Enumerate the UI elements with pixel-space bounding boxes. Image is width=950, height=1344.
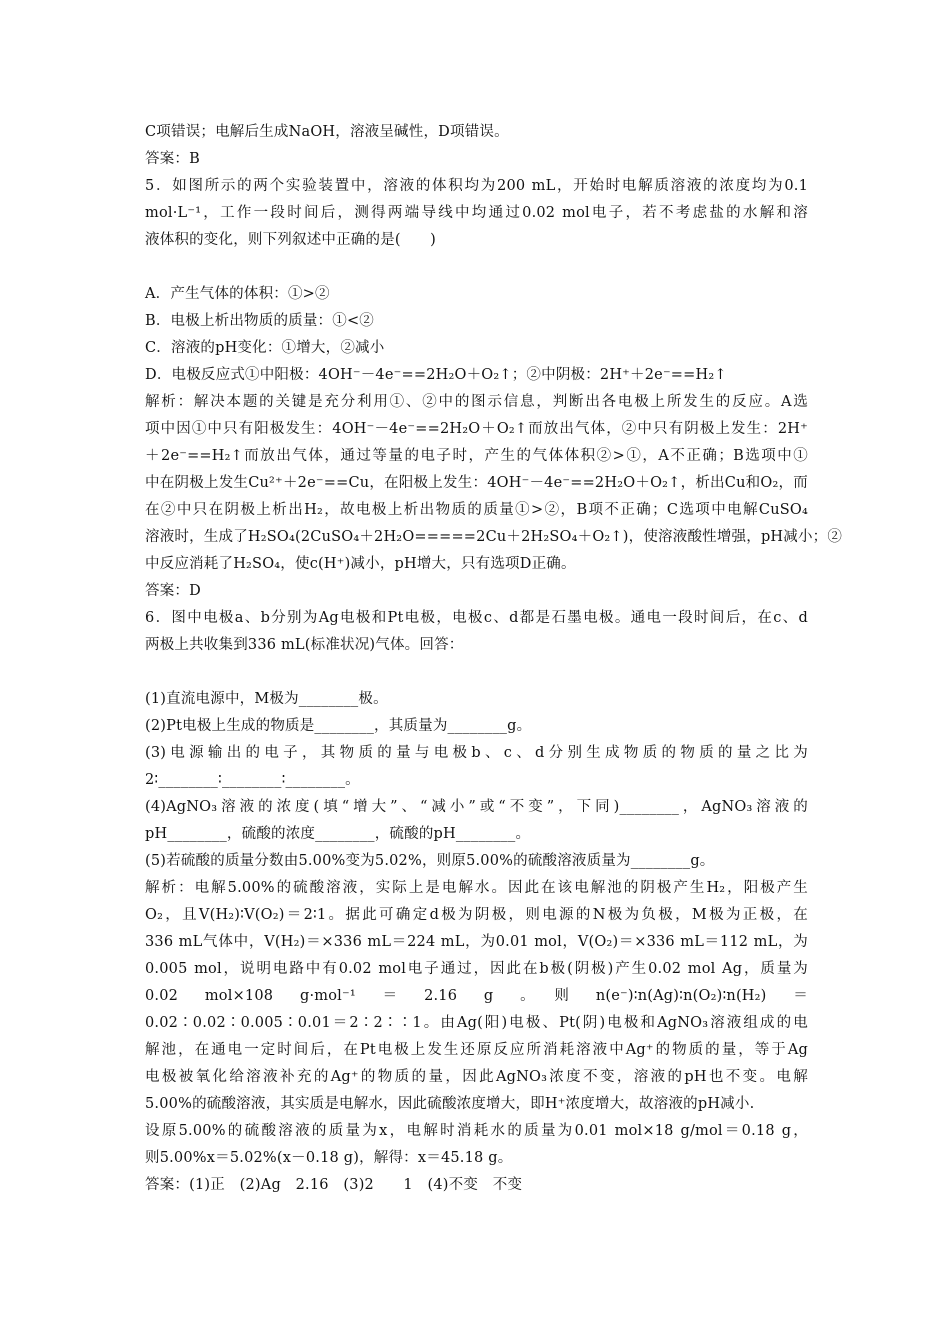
text-line: 答案：B [145, 151, 200, 167]
text-line: (5)若硫酸的质量分数由5.00%变为5.02%，则原5.00%的硫酸溶液质量为________g。 [145, 853, 715, 869]
text-line: mol·L⁻¹，工作一段时间后，测得两端导线中均通过0.02 mol电子，若不考虑盐的水解和溶 [145, 205, 808, 221]
text-line: (2)Pt电极上生成的物质是________，其质量为________g。 [145, 718, 532, 734]
text-line: 5.00%的硫酸溶液，其实质是电解水，因此硫酸浓度增大，即H⁺浓度增大，故溶液的pH减小. [145, 1096, 755, 1112]
text-line: 项中因①中只有阳极发生：4OH⁻－4e⁻==2H₂O＋O₂↑而放出气体，②中只有阴极上发生：2H⁺ [145, 421, 808, 437]
text-line: ＋2e⁻==H₂↑而放出气体，通过等量的电子时，产生的气体体积②>①，A不正确；B选项中① [145, 448, 808, 464]
text-line: 解析：电解5.00%的硫酸溶液，实际上是电解水。因此在该电解池的阴极产生H₂，阳极产生 [145, 880, 808, 896]
text-line: 两极上共收集到336 mL(标准状况)气体。回答： [145, 637, 464, 653]
text-line: (1)直流电源中，M极为________极。 [145, 691, 388, 707]
text-line: 则5.00%x＝5.02%(x－0.18 g)，解得：x＝45.18 g。 [145, 1150, 513, 1166]
text-line: 5．如图所示的两个实验装置中，溶液的体积均为200 mL，开始时电解质溶液的浓度均为0.1 [145, 178, 808, 194]
text-line: C项错误；电解后生成NaOH，溶液呈碱性，D项错误。 [145, 124, 509, 140]
text-line: 0.02∶0.02∶0.005∶0.01＝2∶2∶∶1。由Ag(阳)电极、Pt(阴)电极和AgNO₃溶液组成的电 [145, 1015, 808, 1031]
text-line: O₂，且V(H₂)∶V(O₂)＝2∶1。据此可确定d极为阴极，则电源的N极为负极，M极为正极，在 [145, 907, 808, 923]
text-line: (4)AgNO₃溶液的浓度(填“增大”、“减小”或“不变”，下同)________，AgNO₃溶液的 [145, 799, 808, 815]
text-line: 6．图中电极a、b分别为Ag电极和Pt电极，电极c、d都是石墨电极。通电一段时间后，在c、d [145, 610, 808, 626]
text-line: 中反应消耗了H₂SO₄，使c(H⁺)减小，pH增大，只有选项D正确。 [145, 556, 576, 572]
text-line: 解池，在通电一定时间后，在Pt电极上发生还原反应所消耗溶液中Ag⁺的物质的量，等于Ag [145, 1042, 808, 1058]
text-line: 336 mL气体中，V(H₂)＝×336 mL＝224 mL，为0.01 mol，V(O₂)＝×336 mL＝112 mL，为 [145, 934, 808, 950]
text-line: 中在阴极上发生Cu²⁺＋2e⁻==Cu，在阳极上发生：4OH⁻－4e⁻==2H₂O＋O₂↑，析出Cu和O₂，而 [145, 475, 809, 491]
text-line: (3)电源输出的电子，其物质的量与电极b、c、d分别生成物质的物质的量之比为 [145, 745, 808, 761]
text-line: 答案：(1)正 (2)Ag 2.16 (3)2 1 (4)不变 不变 [145, 1177, 523, 1193]
text-line: 答案：D [145, 583, 201, 599]
text-line: 在②中只在阴极上析出H₂，故电极上析出物质的质量①>②，B项不正确；C选项中电解CuSO₄ [145, 502, 808, 518]
text-line: C．溶液的pH变化：①增大，②减小 [145, 340, 385, 356]
text-line: A．产生气体的体积：①>② [145, 286, 330, 302]
text-line: pH________，硫酸的浓度________，硫酸的pH________。 [145, 826, 531, 842]
text-line: 电极被氧化给溶液补充的Ag⁺的物质的量，因此AgNO₃浓度不变，溶液的pH也不变。电解 [145, 1069, 808, 1085]
text-line: D．电极反应式①中阳极：4OH⁻－4e⁻==2H₂O＋O₂↑；②中阴极：2H⁺＋2e⁻==H₂↑ [145, 367, 727, 383]
text-line: 溶液时，生成了H₂SO₄(2CuSO₄＋2H₂O=====2Cu＋2H₂SO₄＋O₂↑)，使溶液酸性增强，pH减小；② [145, 529, 843, 545]
text-line: 设原5.00%的硫酸溶液的质量为x，电解时消耗水的质量为0.01 mol×18 g/mol＝0.18 g， [145, 1123, 808, 1139]
text-line: 0.02 mol×108 g·mol⁻¹ ＝ 2.16 g 。 则 n(e⁻)∶n(Ag)∶n(O₂)∶n(H₂) ＝ [145, 988, 808, 1004]
text-line: 0.005 mol，说明电路中有0.02 mol电子通过，因此在b极(阴极)产生0.02 mol Ag，质量为 [145, 961, 808, 977]
text-line: B．电极上析出物质的质量：①<② [145, 313, 375, 329]
text-line: 液体积的变化，则下列叙述中正确的是( ) [145, 232, 437, 248]
text-line: 解析：解决本题的关键是充分利用①、②中的图示信息，判断出各电极上所发生的反应。A选 [145, 394, 808, 410]
text-line: 2∶________∶________∶________。 [145, 772, 360, 788]
